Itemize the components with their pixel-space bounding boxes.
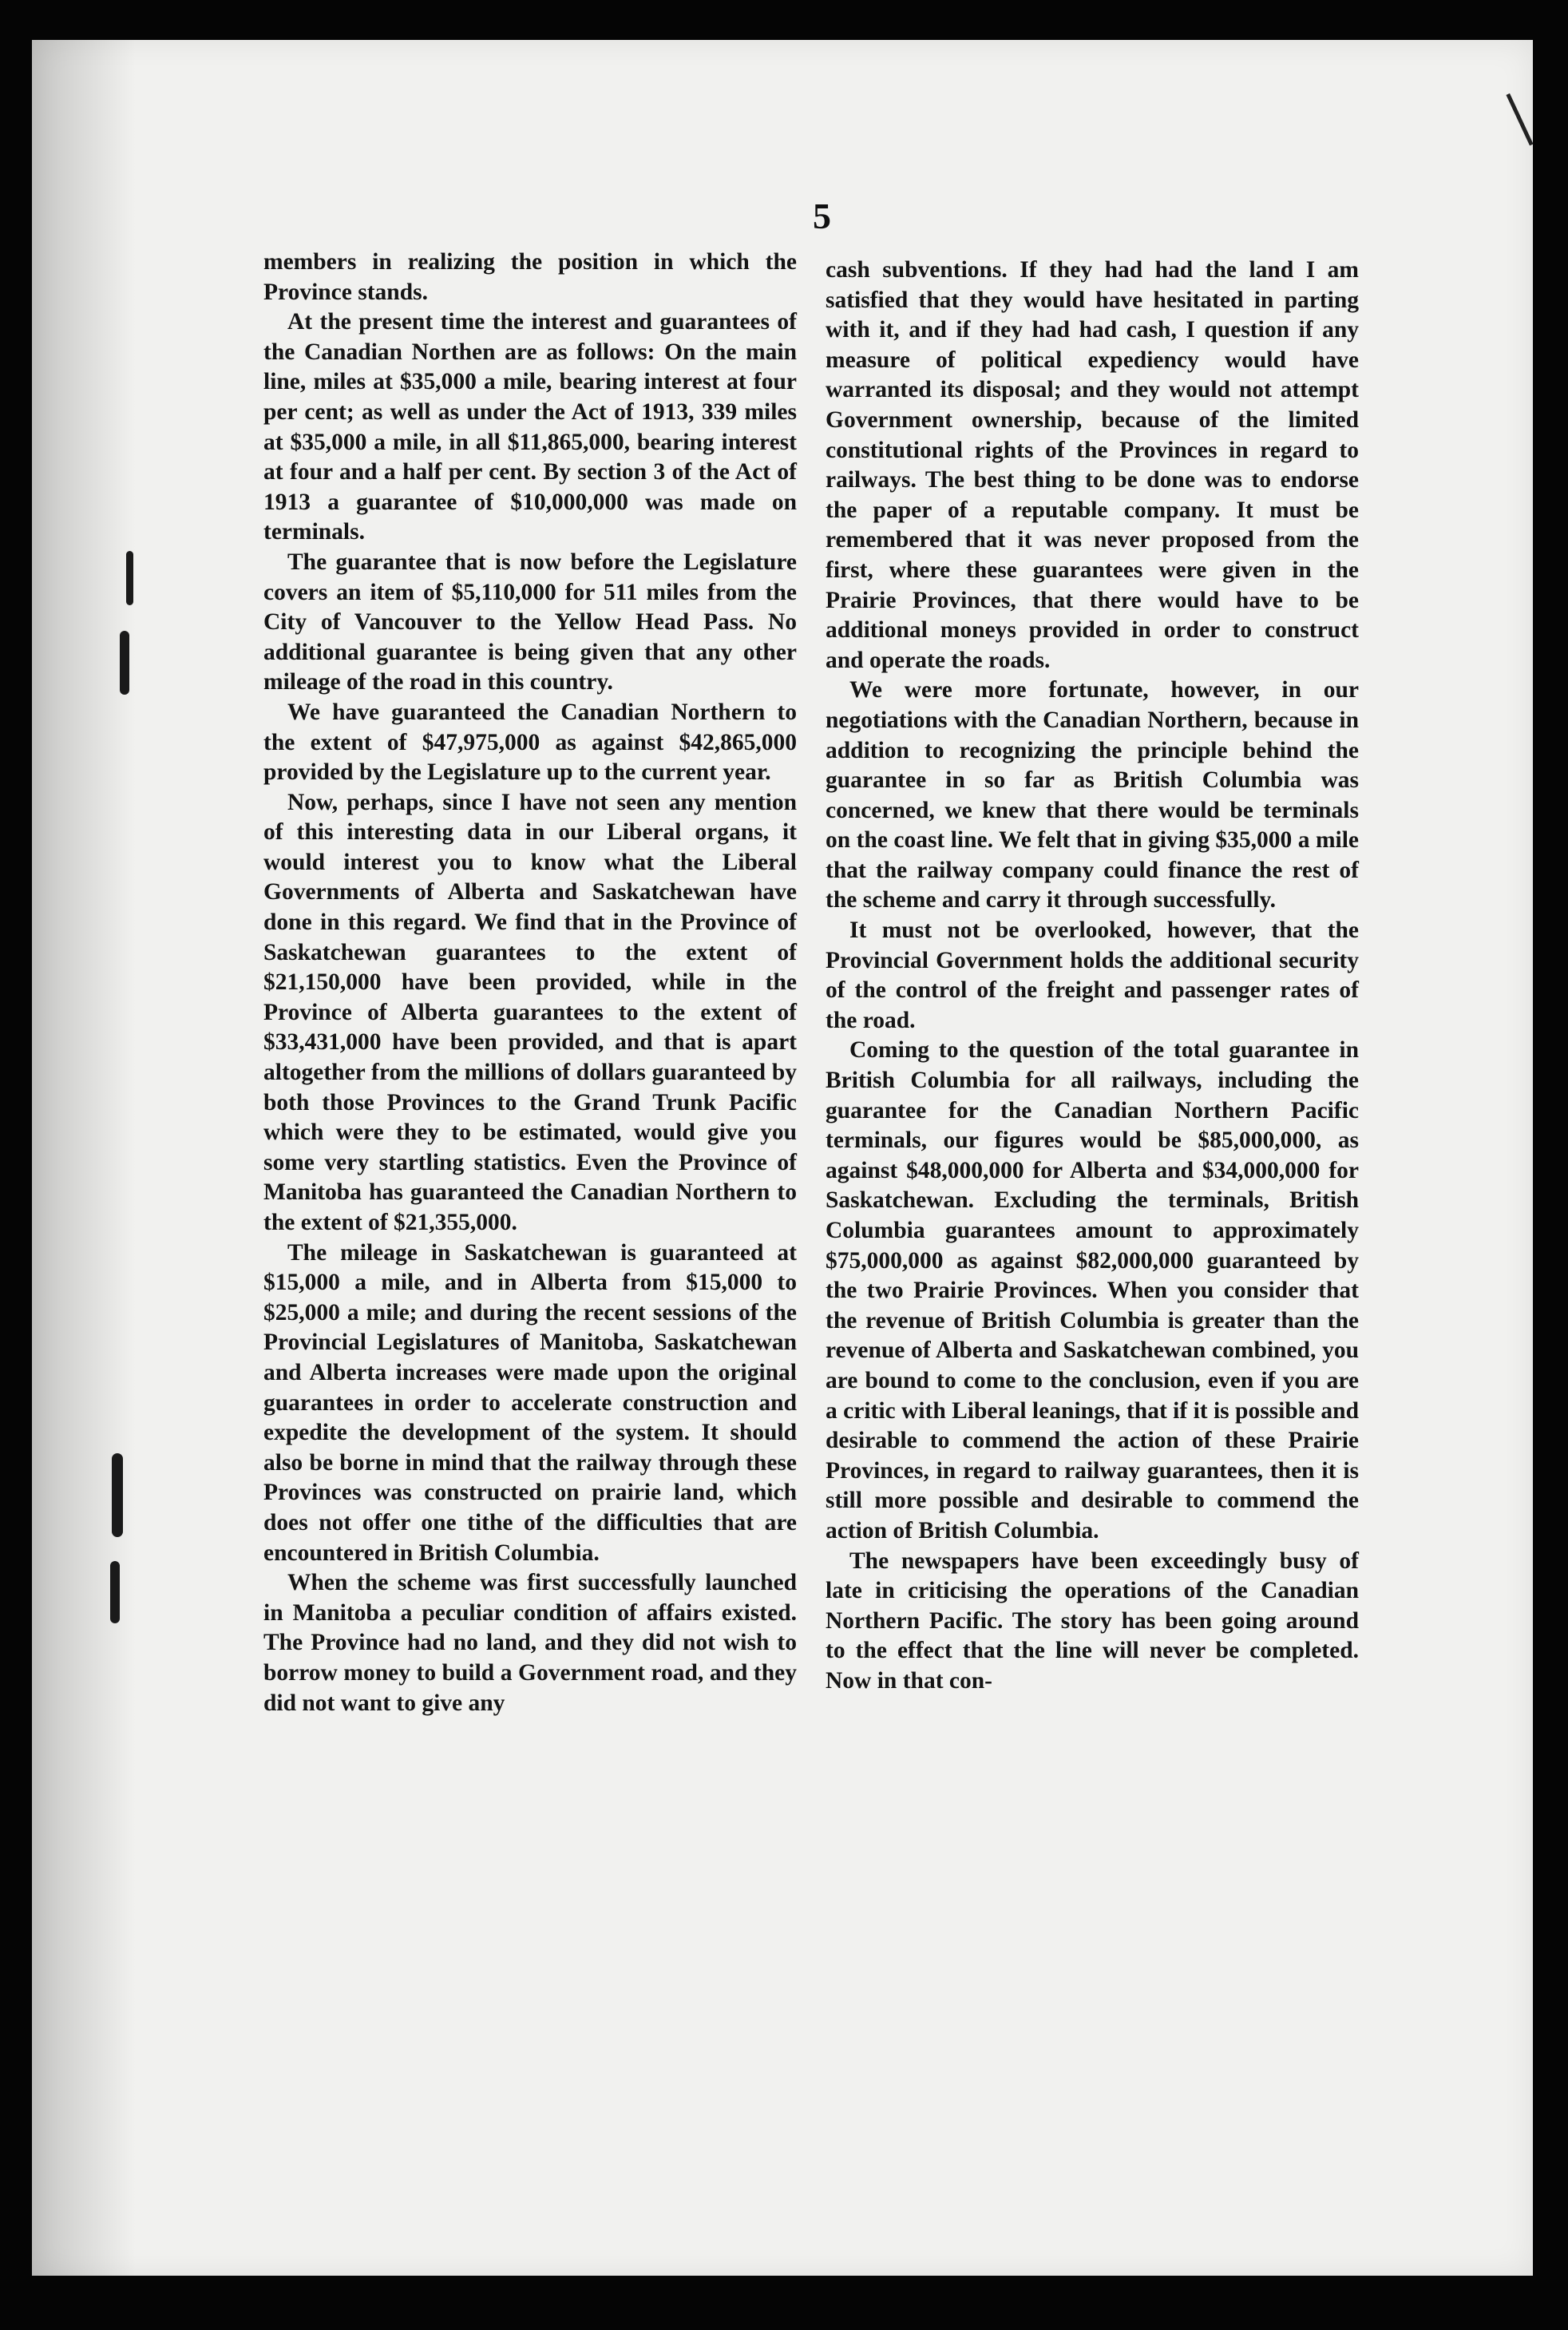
paragraph: Coming to the question of the total guarantee in British Columbia for all railways, including the guarantee for the Canadian Northern Pacific terminals, our figures would be $85,000,000, as against $48,000,000 for Alberta and $34,000,000 for Saskatchewan. Excluding the terminals, British Columbia guarantees amount to approximately $75,000,000 as against $82,000,000 guaranteed by the two Prairie Provinces. When you consider that the revenue of British Columbia is greater than the revenue of Alberta and Saskatchewan combined, you are bound to come to the conclusion, even if you are a critic with Liberal leanings, that if it is possible and desirable to commend the action of these Prairie Provinces, in regard to railway guarantees, then it is still more possible and desirable to commend the action of British Columbia.: [826, 1037, 1359, 1543]
left-column: [263, 248, 797, 1718]
paragraph: The newspapers have been exceedingly busy of late in criticising the operations of the Canadian Northern Pacific. The story has been going around to the effect that the line will never be completed. Now in that con-: [826, 1547, 1359, 1694]
page-edge-shadow: [32, 40, 136, 2276]
paragraph: members in realizing the position in which the Province stands.: [263, 249, 797, 305]
paragraph: At the present time the interest and guarantees of the Canadian Northen are as follows: On the main line, miles at $35,000 a mile, bearing interest at four per cent; as well as under the Act of 1913, 339 miles at $35,000 a mile, in all $11,865,000, bearing interest at four and a half per cent. By section 3 of the Act of 1913 a guarantee of $10,000,000 was made on terminals.: [263, 309, 797, 545]
paragraph: We were more fortunate, however, in our negotiations with the Canadian Northern, because in addition to recognizing the principle behind the guarantee in so far as British Columbia was concerned, we knew that there would be terminals on the coast line. We felt that in giving $35,000 a mile that the railway company could finance the rest of the scheme and carry it through successfully.: [826, 677, 1359, 913]
paragraph: The guarantee that is now before the Legislature covers an item of $5,110,000 for 511 miles from the City of Vancouver to the Yellow Head Pass. No additional guarantee is being given that any other mileage of the road in this country.: [263, 549, 797, 695]
paragraph: It must not be overlooked, however, that the Provincial Government holds the additional security of the control of the freight and passenger rates of the road.: [826, 917, 1359, 1033]
right-column: [826, 256, 1359, 1697]
paragraph: We have guaranteed the Canadian Northern to the extent of $47,975,000 as against $42,865,000 provided by the Legislature up to the current year.: [263, 699, 797, 786]
margin-mark-3: [112, 1453, 123, 1537]
margin-mark-4: [110, 1561, 120, 1623]
margin-mark-2: [120, 631, 129, 695]
margin-mark-1: [126, 551, 133, 605]
paragraph: cash subventions. If they had had the land I am satisfied that they would have hesitated in parting with it, and if they had had cash, I question if any measure of political expediency would have warranted its disposal; and they would not attempt Government ownership, because of the limited constitutional rights of the Provinces in regard to railways. The best thing to be done was to endorse the paper of a reputable company. It must be remembered that it was never proposed from the first, where these guarantees were given in the Prairie Provinces, that there would have to be additional moneys provided in order to construct and operate the roads.: [826, 257, 1359, 673]
paragraph: Now, perhaps, since I have not seen any mention of this interesting data in our Liberal organs, it would interest you to know what the Liberal Governments of Alberta and Saskatchewan have done in this regard. We find that in the Province of Saskatchewan guarantees to the extent of $21,150,000 have been provided, while in the Province of Alberta guarantees to the extent of $33,431,000 have been provided, and that is apart altogether from the millions of dollars guaranteed by both those Provinces to the Grand Trunk Pacific which were they to be estimated, would give you some very startling statistics. Even the Province of Manitoba has guaranteed the Canadian Northern to the extent of $21,355,000.: [263, 789, 797, 1235]
paragraph: The mileage in Saskatchewan is guaranteed at $15,000 a mile, and in Alberta from $15,000 to $25,000 a mile; and during the recent sessions of the Provincial Legislatures of Manitoba, Saskatchewan and Alberta increases were made upon the original guarantees in order to accelerate construction and expedite the development of the system. It should also be borne in mind that the railway through these Provinces was constructed on prairie land, which does not offer one tithe of the difficulties that are encountered in British Columbia.: [263, 1239, 797, 1566]
page-number: 5: [813, 196, 831, 236]
paragraph: When the scheme was first successfully launched in Manitoba a peculiar condition of affairs existed. The Province had no land, and they did not wish to borrow money to build a Government road, and they did not want to give any: [263, 1570, 797, 1716]
